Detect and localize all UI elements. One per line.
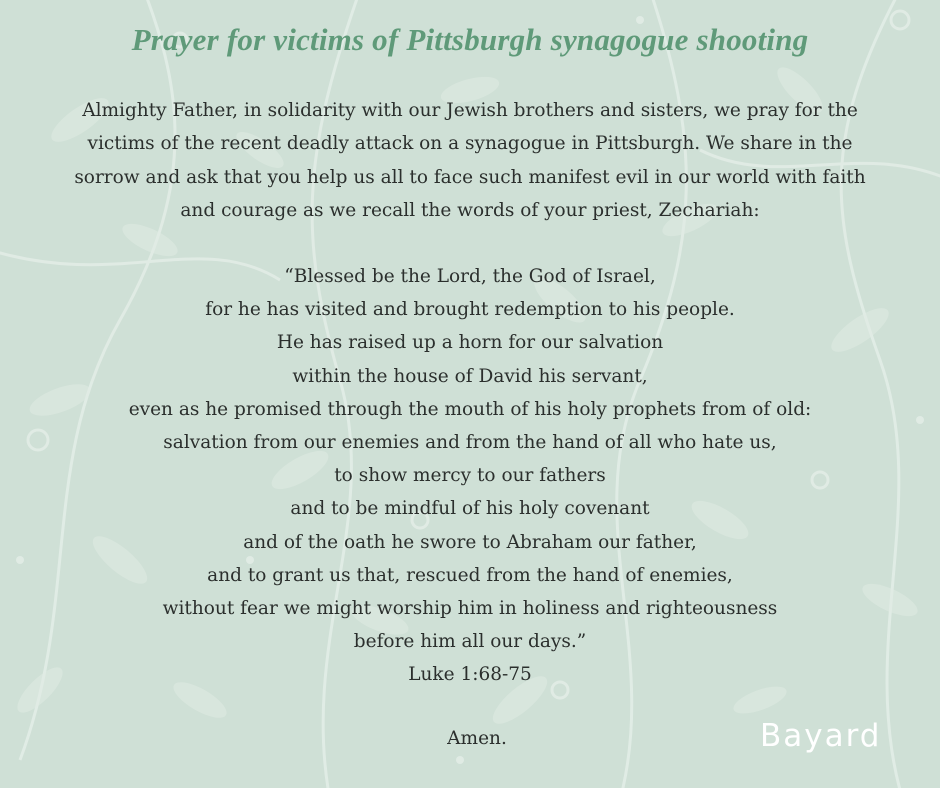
scripture-line: to show mercy to our fathers	[334, 465, 606, 487]
scripture-line: even as he promised through the mouth of his holy prophets from of old:	[128, 398, 812, 420]
intro-line: sorrow and ask that you help us all to face such manifest evil in our world with faith	[74, 166, 866, 188]
scripture-line: “Blessed be the Lord, the God of Israel,	[284, 266, 656, 287]
scripture-line: and of the oath he swore to Abraham our father,	[243, 531, 697, 553]
scripture-line: before him all our days.”	[353, 631, 587, 653]
scripture-passage	[0, 260, 940, 692]
scripture-line: within the house of David his servant,	[292, 365, 648, 387]
intro-line: Almighty Father, in solidarity with our Jewish brothers and sisters, we pray for the	[82, 100, 858, 121]
scripture-line: and to be mindful of his holy covenant	[290, 498, 650, 520]
scripture-line: He has raised up a horn for our salvation	[276, 332, 664, 354]
scripture-line: for he has visited and brought redemption to his people.	[205, 299, 735, 321]
intro-line: victims of the recent deadly attack on a synagogue in Pittsburgh. We share in the	[87, 133, 853, 155]
scripture-line: and to grant us that, rescued from the hand of enemies,	[207, 564, 733, 586]
closing-amen: Amen.	[447, 728, 507, 749]
intro-paragraph	[30, 94, 910, 227]
page-title: Prayer for victims of Pittsburgh synagogue shooting	[131, 22, 809, 57]
scripture-line: salvation from our enemies and from the hand of all who hate us,	[163, 432, 777, 454]
bayard-logo: Bayard	[760, 718, 882, 754]
scripture-citation: Luke 1:68-75	[408, 664, 532, 686]
scripture-line: without fear we might worship him in holiness and righteousness	[162, 598, 778, 620]
intro-line: and courage as we recall the words of your priest, Zechariah:	[180, 199, 760, 221]
